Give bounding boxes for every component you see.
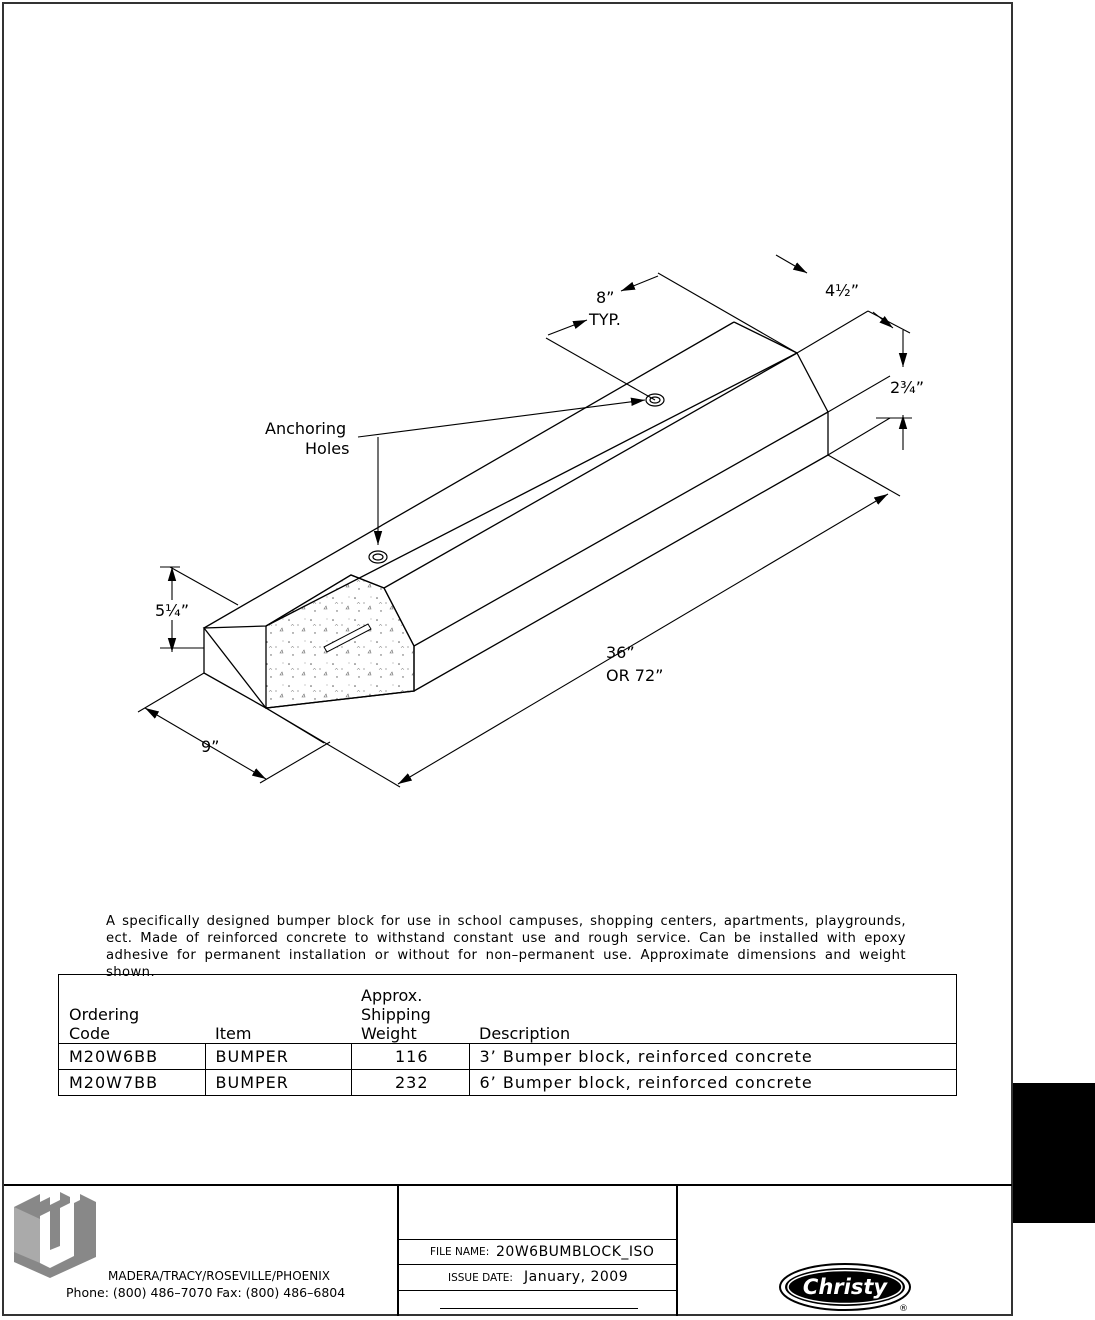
signature-line bbox=[440, 1308, 638, 1309]
anchoring-label-line2: Holes bbox=[305, 439, 350, 458]
file-name-value: 20W6BUMBLOCK_ISO bbox=[496, 1244, 655, 1260]
issue-date-label: ISSUE DATE: bbox=[448, 1272, 513, 1284]
cell-code: M20W7BB bbox=[59, 1070, 206, 1096]
cell-description: 3’ Bumper block, reinforced concrete bbox=[469, 1044, 957, 1070]
cell-item: BUMPER bbox=[205, 1044, 351, 1070]
table-row bbox=[59, 1070, 957, 1096]
table-header-row bbox=[59, 975, 957, 1044]
cell-item: BUMPER bbox=[205, 1070, 351, 1096]
title-block-divider-left bbox=[397, 1184, 399, 1316]
table-row bbox=[59, 1044, 957, 1070]
anchoring-label-line1: Anchoring bbox=[265, 419, 347, 438]
anchoring-hole-icon bbox=[369, 394, 664, 563]
cell-description: 6’ Bumper block, reinforced concrete bbox=[469, 1070, 957, 1096]
company-locations: MADERA/TRACY/ROSEVILLE/PHOENIX bbox=[108, 1269, 330, 1283]
dim-length-line1: 36” bbox=[606, 643, 635, 662]
company-logo-icon bbox=[14, 1192, 96, 1278]
bumper-block bbox=[204, 322, 828, 708]
dim-width: 9” bbox=[201, 737, 220, 756]
cell-weight: 116 bbox=[351, 1044, 469, 1070]
issue-date-value: January, 2009 bbox=[524, 1269, 629, 1285]
dim-height-right: 2¾” bbox=[890, 378, 924, 397]
title-block-top-rule bbox=[4, 1184, 1012, 1186]
dim-height-left: 5¼” bbox=[155, 601, 189, 620]
dim-typ-note: TYP. bbox=[589, 310, 621, 329]
header-weight: Approx. Shipping Weight bbox=[351, 975, 469, 1044]
dim-typ-value: 8” bbox=[596, 288, 615, 307]
company-contact: Phone: (800) 486–7070 Fax: (800) 486–6804 bbox=[66, 1285, 346, 1300]
title-block-divider-right bbox=[676, 1184, 678, 1316]
dim-length-line2: OR 72” bbox=[606, 666, 664, 685]
file-name-label: FILE NAME: bbox=[430, 1246, 490, 1258]
header-description: Description bbox=[469, 975, 957, 1044]
dimension-lines bbox=[138, 255, 912, 787]
title-block-row-rule bbox=[397, 1290, 677, 1291]
header-ordering-code: Ordering Code bbox=[59, 975, 206, 1044]
cell-code: M20W6BB bbox=[59, 1044, 206, 1070]
brand-name: Christy bbox=[802, 1275, 888, 1299]
title-block-row-rule bbox=[397, 1264, 677, 1265]
registered-mark: ® bbox=[899, 1304, 908, 1314]
cell-weight: 232 bbox=[351, 1070, 469, 1096]
header-item: Item bbox=[205, 975, 351, 1044]
title-block-row-rule bbox=[397, 1239, 677, 1240]
christy-logo bbox=[780, 1264, 910, 1314]
dim-top: 4½” bbox=[825, 281, 859, 300]
product-description: A specifically designed bumper block for use in school campuses, shopping centers, apartments, playgrounds, ect. Made of reinforced concrete to withstand constant use and rough service. Can be installed with epoxy adhesive for permanent installation or without for non–permanent use. Approximate dimensions and weight shown. bbox=[106, 914, 906, 981]
ordering-table bbox=[58, 974, 957, 1096]
